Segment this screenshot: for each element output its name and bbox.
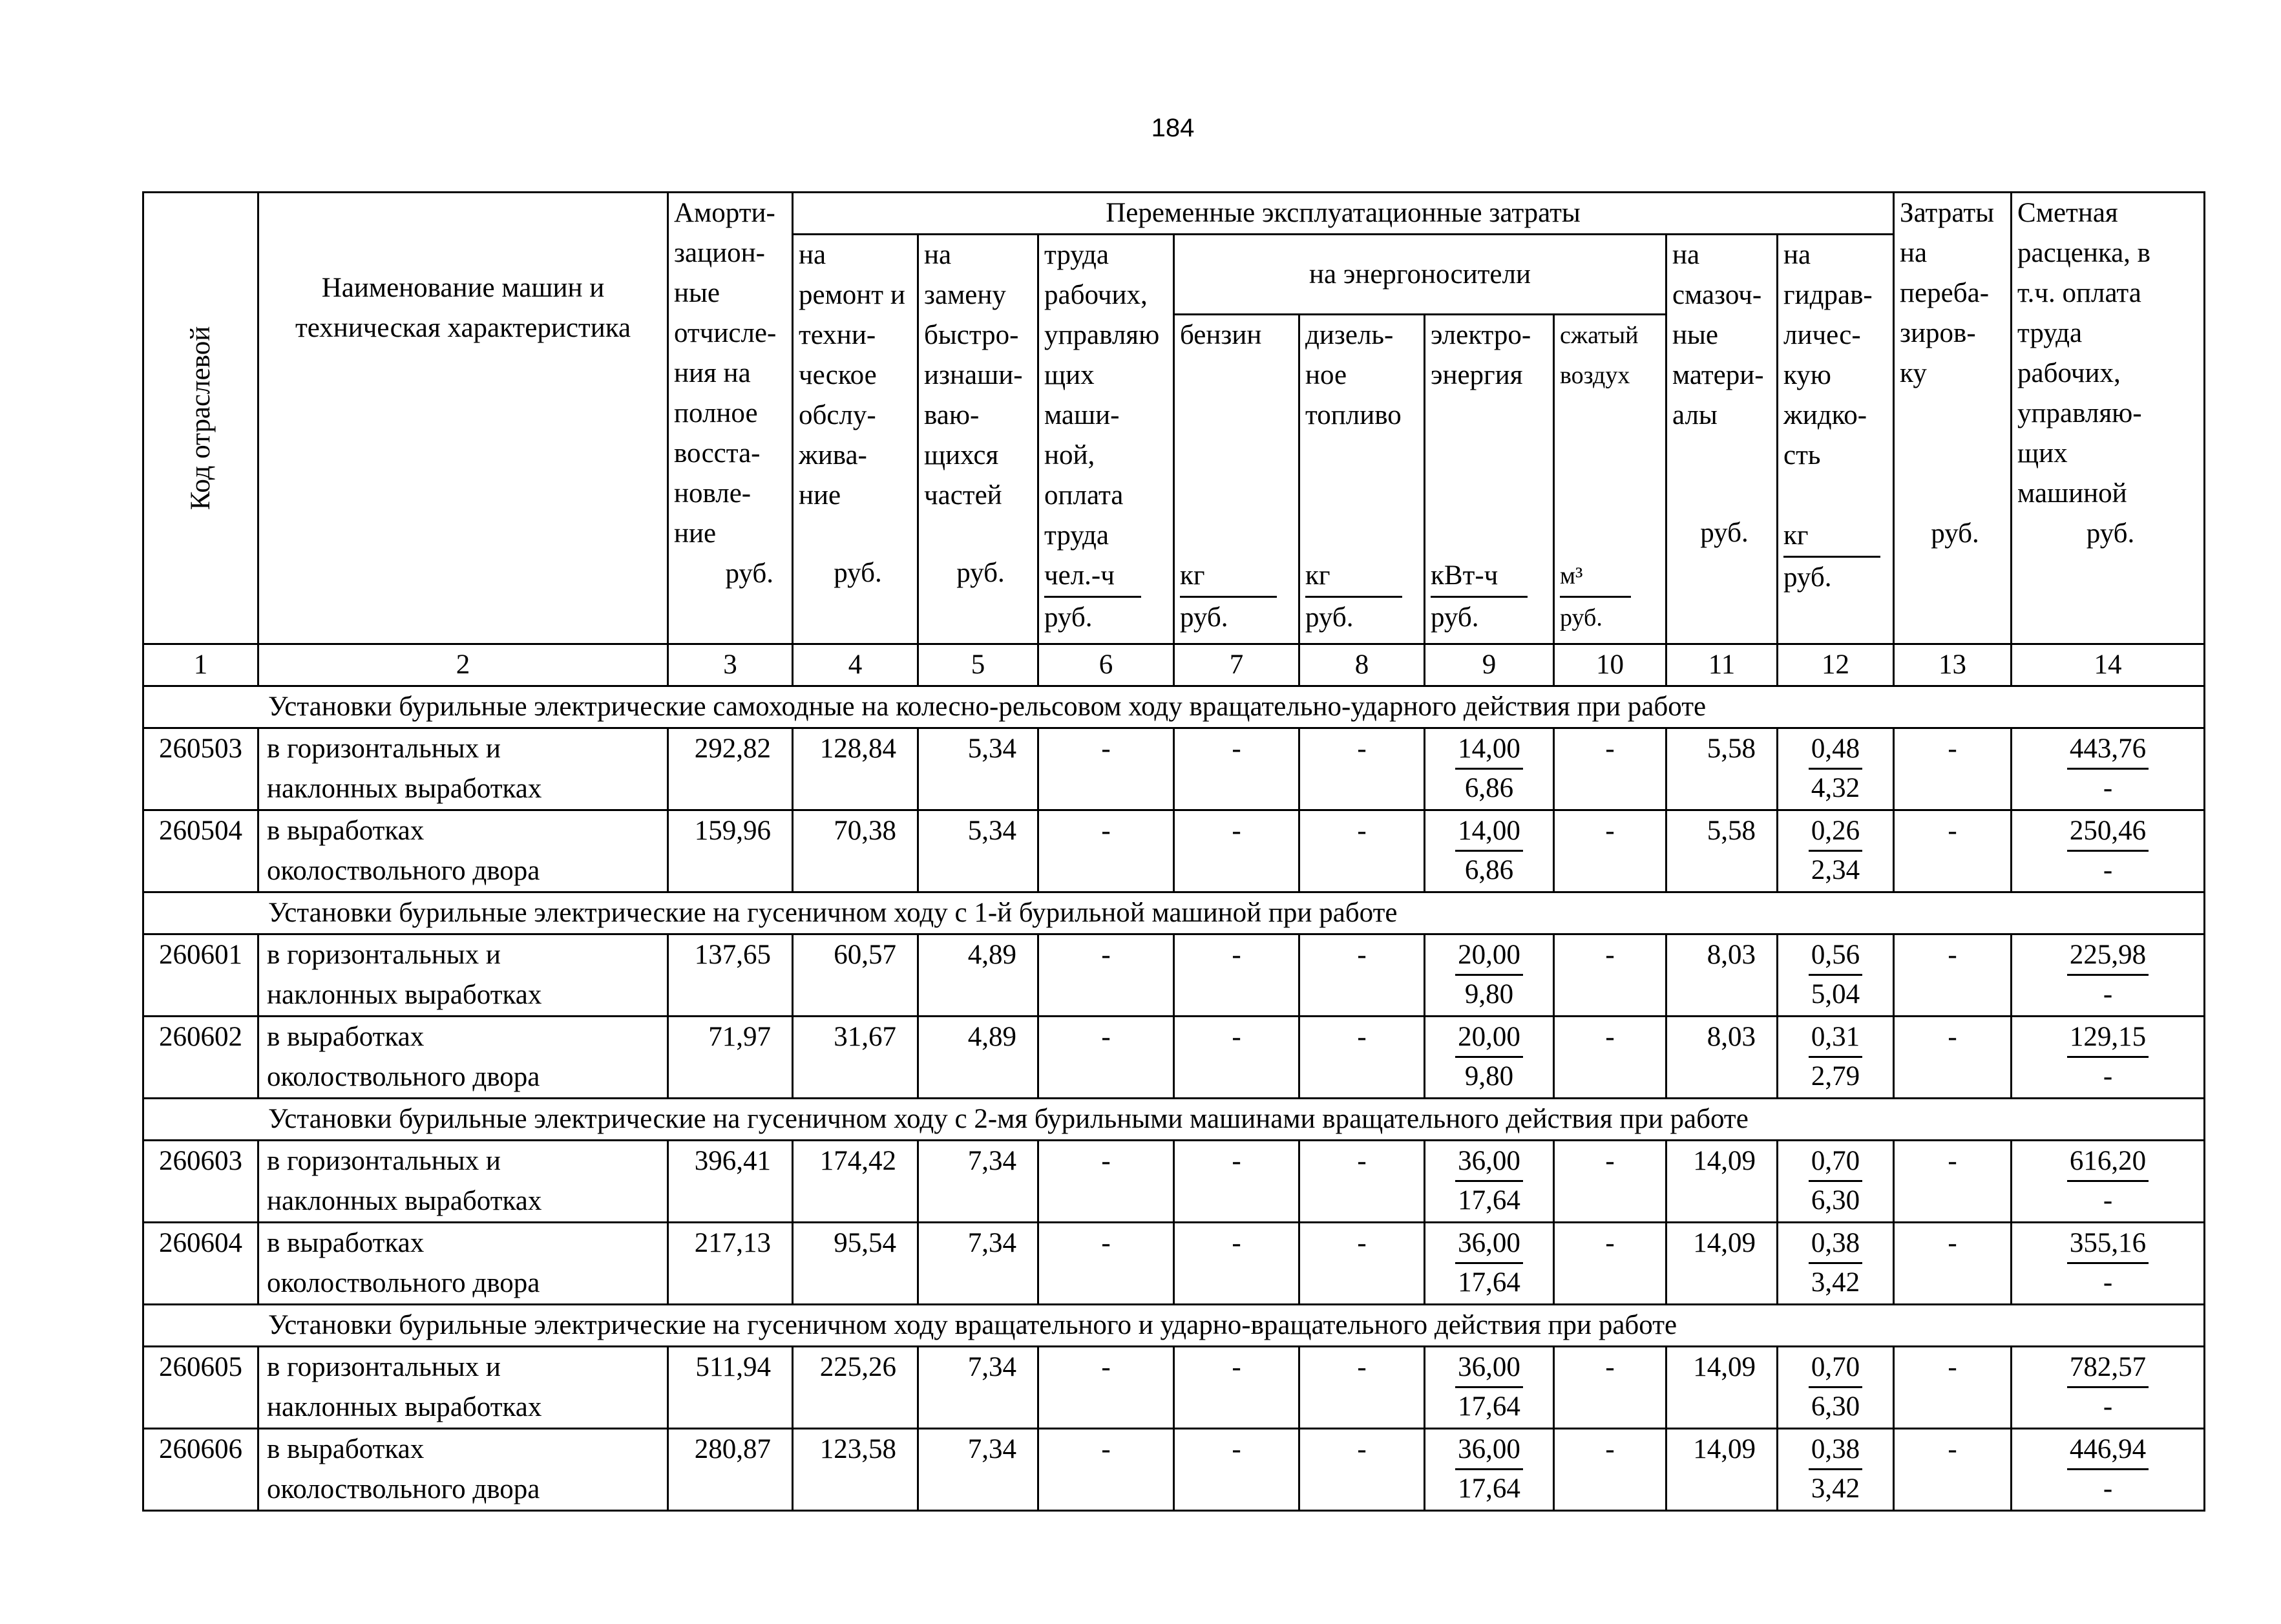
row-estimate-bottom: - [2103, 1185, 2113, 1216]
header-labor: труда рабочих, управляю щих маши- ной, оплата труда чел.-ч руб. [1038, 235, 1174, 644]
row-amortization: 217,13 [668, 1223, 793, 1305]
row-hydraulic [1778, 1429, 1894, 1511]
header-line: жива- [799, 440, 867, 470]
row-hydraulic-top: 0,38 [1809, 1431, 1862, 1470]
header-repair: на ремонт и техни- ческое обслу- жива- ние руб. [793, 235, 918, 644]
row-estimate [2012, 1223, 2205, 1305]
header-variable-costs: Переменные эксплуатационные затраты [793, 193, 1894, 235]
row-electric [1425, 1347, 1554, 1429]
row-amortization: 396,41 [668, 1141, 793, 1223]
header-line: воздух [1560, 362, 1630, 389]
row-hydraulic-bottom: 4,32 [1811, 773, 1860, 803]
header-line: Аморти- [674, 198, 775, 228]
header-estimate: Сметная расценка, в т.ч. оплата труда рабочих, управляю- щих машиной руб. [2012, 193, 2205, 644]
row-amortization: 159,96 [668, 810, 793, 892]
header-line: щих [2017, 438, 2068, 469]
row-name-line: в выработках [267, 1228, 425, 1258]
row-lube: 14,09 [1666, 1347, 1778, 1429]
row-code: 260601 [143, 934, 258, 1017]
header-line: расценка, в [2017, 238, 2150, 268]
header-line: щихся [924, 440, 999, 470]
row-name-line: в горизонтальных и [267, 1352, 501, 1382]
row-repair: 95,54 [793, 1223, 918, 1305]
row-air: - [1554, 728, 1666, 810]
header-line: ремонт и [799, 280, 905, 310]
header-line: труда [1044, 520, 1109, 551]
row-electric-bottom: 9,80 [1464, 979, 1514, 1009]
row-replace: 7,34 [918, 1429, 1038, 1511]
row-relocation: - [1894, 1429, 2012, 1511]
column-number: 11 [1666, 644, 1778, 686]
header-lube: на смазоч- ные матери- алы руб. [1666, 235, 1778, 644]
row-electric [1425, 810, 1554, 892]
row-electric-top: 36,00 [1455, 1431, 1523, 1470]
header-line: энергия [1431, 360, 1523, 390]
row-electric-top: 14,00 [1455, 812, 1523, 852]
row-hydraulic-bottom: 3,42 [1811, 1473, 1860, 1504]
header-line: на [1672, 240, 1700, 270]
header-line: на [924, 240, 952, 270]
row-hydraulic-top: 0,26 [1809, 812, 1862, 852]
row-electric-top: 36,00 [1455, 1349, 1523, 1388]
header-line: щих [1044, 360, 1095, 390]
row-air: - [1554, 1223, 1666, 1305]
header-line: зацион- [674, 238, 765, 268]
row-name-line: в выработках [267, 1434, 425, 1464]
header-line: личес- [1783, 320, 1861, 350]
row-hydraulic-bottom: 6,30 [1811, 1391, 1860, 1422]
row-air: - [1554, 1141, 1666, 1223]
row-electric-bottom: 6,86 [1464, 773, 1514, 803]
header-line: электро- [1431, 320, 1531, 350]
header-line: топливо [1305, 400, 1402, 430]
row-name-line: наклонных выработках [267, 774, 542, 804]
row-amortization: 71,97 [668, 1017, 793, 1099]
row-air: - [1554, 810, 1666, 892]
row-estimate-top: 616,20 [2067, 1143, 2149, 1182]
row-labor: - [1038, 810, 1174, 892]
row-electric [1425, 934, 1554, 1017]
header-line: ваю- [924, 400, 980, 430]
row-name-line: околоствольного двора [267, 1474, 540, 1504]
header-line: оплата [1044, 480, 1124, 511]
row-replace: 5,34 [918, 810, 1038, 892]
row-estimate [2012, 728, 2205, 810]
group-title: Установки бурильные электрические на гусеничном ходу с 2-мя бурильными машинами вращательного действия при работе [143, 1099, 2205, 1141]
row-repair: 70,38 [793, 810, 918, 892]
row-electric-bottom: 9,80 [1464, 1061, 1514, 1091]
row-code: 260602 [143, 1017, 258, 1099]
row-hydraulic [1778, 810, 1894, 892]
row-lube: 8,03 [1666, 1017, 1778, 1099]
header-line: сть [1783, 440, 1821, 470]
row-labor: - [1038, 728, 1174, 810]
row-name-line: в горизонтальных и [267, 940, 501, 970]
group-row [143, 686, 2205, 728]
header-line: рабочих, [1044, 280, 1148, 310]
row-estimate-bottom: - [2103, 855, 2113, 885]
header-name: Наименование машин и техническая характеристика [258, 193, 668, 644]
row-hydraulic-top: 0,70 [1809, 1143, 1862, 1182]
row-electric-top: 20,00 [1455, 1018, 1523, 1058]
row-diesel: - [1299, 1223, 1425, 1305]
row-hydraulic-bottom: 6,30 [1811, 1185, 1860, 1216]
row-replace: 5,34 [918, 728, 1038, 810]
row-petrol: - [1174, 1347, 1299, 1429]
header-line: переба- [1900, 278, 1990, 308]
header-line: матери- [1672, 360, 1764, 390]
table-row [143, 810, 2205, 892]
row-name-line: в горизонтальных и [267, 1146, 501, 1176]
row-electric-bottom: 17,64 [1458, 1473, 1520, 1504]
row-electric [1425, 1429, 1554, 1511]
row-repair: 225,26 [793, 1347, 918, 1429]
row-electric [1425, 1223, 1554, 1305]
row-code: 260504 [143, 810, 258, 892]
row-estimate [2012, 934, 2205, 1017]
header-line: маши- [1044, 400, 1120, 430]
row-relocation: - [1894, 810, 2012, 892]
row-code: 260605 [143, 1347, 258, 1429]
row-repair: 174,42 [793, 1141, 918, 1223]
row-estimate-top: 443,76 [2067, 730, 2149, 770]
row-electric-top: 20,00 [1455, 936, 1523, 976]
row-hydraulic [1778, 934, 1894, 1017]
row-replace: 7,34 [918, 1223, 1038, 1305]
column-number: 5 [918, 644, 1038, 686]
row-petrol: - [1174, 1223, 1299, 1305]
header-line: зиров- [1900, 318, 1976, 348]
row-electric-top: 36,00 [1455, 1225, 1523, 1264]
table-row [143, 1141, 2205, 1223]
row-diesel: - [1299, 810, 1425, 892]
header-line: Сметная [2017, 198, 2118, 228]
table-row [143, 728, 2205, 810]
header-line: обслу- [799, 400, 876, 430]
header-line: сжатый [1560, 322, 1639, 349]
row-estimate [2012, 810, 2205, 892]
header-line: труда [2017, 318, 2083, 348]
row-hydraulic-bottom: 5,04 [1811, 979, 1860, 1009]
row-relocation: - [1894, 1223, 2012, 1305]
header-line: частей [924, 480, 1002, 511]
row-electric-top: 14,00 [1455, 730, 1523, 770]
header-line: алы [1672, 400, 1718, 430]
row-petrol: - [1174, 810, 1299, 892]
header-amortization: Аморти- зацион- ные отчисле- ния на полное восста- новле- ние руб. [668, 193, 793, 644]
header-line: т.ч. оплата [2017, 278, 2141, 308]
row-repair: 123,58 [793, 1429, 918, 1511]
column-number: 8 [1299, 644, 1425, 686]
row-repair: 128,84 [793, 728, 918, 810]
row-estimate-bottom: - [2103, 1267, 2113, 1298]
row-name [258, 1429, 668, 1511]
row-amortization: 137,65 [668, 934, 793, 1017]
row-replace: 4,89 [918, 1017, 1038, 1099]
row-estimate-top: 446,94 [2067, 1431, 2149, 1470]
row-hydraulic [1778, 1141, 1894, 1223]
row-electric [1425, 1141, 1554, 1223]
row-name-line: в выработках [267, 816, 425, 846]
row-name-line: в выработках [267, 1022, 425, 1052]
row-name-line: наклонных выработках [267, 1392, 542, 1422]
table-row [143, 934, 2205, 1017]
row-estimate-bottom: - [2103, 1473, 2113, 1504]
table-body [143, 686, 2205, 1511]
row-amortization: 511,94 [668, 1347, 793, 1429]
group-row [143, 1305, 2205, 1347]
row-petrol: - [1174, 728, 1299, 810]
column-number: 6 [1038, 644, 1174, 686]
row-hydraulic [1778, 728, 1894, 810]
column-number: 2 [258, 644, 668, 686]
row-petrol: - [1174, 1017, 1299, 1099]
header-line: ние [674, 518, 717, 549]
row-code: 260503 [143, 728, 258, 810]
header-electric: электро- энергия кВт-ч руб. [1425, 315, 1554, 644]
header-energy: на энергоносители [1174, 235, 1666, 315]
header-line: на [1783, 240, 1811, 270]
header-line: изнаши- [924, 360, 1023, 390]
row-diesel: - [1299, 1141, 1425, 1223]
header-code: Код отраслевой [143, 193, 258, 644]
group-title: Установки бурильные электрические на гусеничном ходу вращательного и ударно-вращательного действия при работе [143, 1305, 2205, 1347]
header-line: дизель- [1305, 320, 1394, 350]
header-replace: на замену быстро- изнаши- ваю- щихся частей руб. [918, 235, 1038, 644]
machine-cost-table [142, 191, 2205, 1512]
row-name [258, 934, 668, 1017]
row-amortization: 292,82 [668, 728, 793, 810]
header-line: ные [1672, 320, 1718, 350]
group-row [143, 892, 2205, 934]
row-hydraulic [1778, 1347, 1894, 1429]
row-hydraulic [1778, 1017, 1894, 1099]
header-line: техни- [799, 320, 876, 350]
row-relocation: - [1894, 1141, 2012, 1223]
row-estimate-top: 225,98 [2067, 936, 2149, 976]
row-hydraulic [1778, 1223, 1894, 1305]
row-electric-top: 36,00 [1455, 1143, 1523, 1182]
row-name-line: в горизонтальных и [267, 733, 501, 764]
row-electric-bottom: 17,64 [1458, 1391, 1520, 1422]
row-hydraulic-top: 0,31 [1809, 1018, 1862, 1058]
header-line: рабочих, [2017, 358, 2121, 388]
row-name [258, 1223, 668, 1305]
row-estimate-top: 250,46 [2067, 812, 2149, 852]
header-line: управляю [1044, 320, 1160, 350]
header-petrol: бензин кг руб. [1174, 315, 1299, 644]
header-line: ные [674, 278, 720, 308]
row-estimate [2012, 1347, 2205, 1429]
row-name [258, 1017, 668, 1099]
row-diesel: - [1299, 1347, 1425, 1429]
row-name [258, 810, 668, 892]
row-lube: 5,58 [1666, 728, 1778, 810]
header-hydraulic: на гидрав- личес- кую жидко- сть кг руб. [1778, 235, 1894, 644]
row-diesel: - [1299, 934, 1425, 1017]
column-number: 1 [143, 644, 258, 686]
header-line: на [799, 240, 826, 270]
row-lube: 14,09 [1666, 1223, 1778, 1305]
row-relocation: - [1894, 934, 2012, 1017]
row-air: - [1554, 1347, 1666, 1429]
table-row [143, 1347, 2205, 1429]
header-line: кую [1783, 360, 1831, 390]
row-name-line: околоствольного двора [267, 1062, 540, 1092]
table-row [143, 1429, 2205, 1511]
row-lube: 5,58 [1666, 810, 1778, 892]
row-estimate-top: 355,16 [2067, 1225, 2149, 1264]
page-number: 184 [1151, 114, 1195, 142]
table-row [143, 1017, 2205, 1099]
row-name [258, 1141, 668, 1223]
row-petrol: - [1174, 1141, 1299, 1223]
row-estimate-bottom: - [2103, 773, 2113, 803]
header-line: замену [924, 280, 1006, 310]
row-estimate-top: 782,57 [2067, 1349, 2149, 1388]
row-labor: - [1038, 1223, 1174, 1305]
row-hydraulic-top: 0,38 [1809, 1225, 1862, 1264]
header-line: жидко- [1783, 400, 1867, 430]
row-air: - [1554, 1017, 1666, 1099]
group-title: Установки бурильные электрические самоходные на колесно-рельсовом ходу вращательно-ударного действия при работе [143, 686, 2205, 728]
column-number: 14 [2012, 644, 2205, 686]
row-labor: - [1038, 1347, 1174, 1429]
row-lube: 14,09 [1666, 1429, 1778, 1511]
column-number: 9 [1425, 644, 1554, 686]
row-petrol: - [1174, 934, 1299, 1017]
row-replace: 4,89 [918, 934, 1038, 1017]
row-name-line: околоствольного двора [267, 856, 540, 886]
column-numbers-row [143, 644, 2205, 686]
row-electric-bottom: 6,86 [1464, 855, 1514, 885]
row-code: 260604 [143, 1223, 258, 1305]
row-estimate-top: 129,15 [2067, 1018, 2149, 1058]
row-name-line: наклонных выработках [267, 1186, 542, 1216]
header-diesel: дизель- ное топливо кг руб. [1299, 315, 1425, 644]
header-line: труда [1044, 240, 1109, 270]
row-replace: 7,34 [918, 1141, 1038, 1223]
row-repair: 60,57 [793, 934, 918, 1017]
row-name [258, 728, 668, 810]
group-row [143, 1099, 2205, 1141]
row-air: - [1554, 1429, 1666, 1511]
row-hydraulic-bottom: 2,34 [1811, 855, 1860, 885]
row-relocation: - [1894, 1017, 2012, 1099]
header-line: ной, [1044, 440, 1095, 470]
row-hydraulic-bottom: 2,79 [1811, 1061, 1860, 1091]
row-estimate-bottom: - [2103, 1061, 2113, 1091]
row-labor: - [1038, 1141, 1174, 1223]
header-line: восста- [674, 438, 761, 469]
group-title: Установки бурильные электрические на гусеничном ходу с 1-й бурильной машиной при работе [143, 892, 2205, 934]
row-code: 260606 [143, 1429, 258, 1511]
row-diesel: - [1299, 1017, 1425, 1099]
column-number: 13 [1894, 644, 2012, 686]
header-line: ние [799, 480, 841, 511]
row-code: 260603 [143, 1141, 258, 1223]
column-number: 12 [1778, 644, 1894, 686]
row-electric [1425, 728, 1554, 810]
row-labor: - [1038, 1017, 1174, 1099]
row-diesel: - [1299, 1429, 1425, 1511]
row-estimate [2012, 1141, 2205, 1223]
row-repair: 31,67 [793, 1017, 918, 1099]
row-hydraulic-top: 0,56 [1809, 936, 1862, 976]
table-header [143, 193, 2205, 686]
header-line: Затраты [1900, 198, 1995, 228]
header-line: ное [1305, 360, 1347, 390]
row-lube: 8,03 [1666, 934, 1778, 1017]
header-line: ческое [799, 360, 877, 390]
row-estimate [2012, 1017, 2205, 1099]
row-hydraulic-top: 0,48 [1809, 730, 1862, 770]
header-line: гидрав- [1783, 280, 1873, 310]
column-number: 10 [1554, 644, 1666, 686]
column-number: 4 [793, 644, 918, 686]
row-lube: 14,09 [1666, 1141, 1778, 1223]
row-estimate-bottom: - [2103, 1391, 2113, 1422]
row-relocation: - [1894, 728, 2012, 810]
header-line: отчисле- [674, 318, 777, 348]
header-air: сжатый воздух м³ руб. [1554, 315, 1666, 644]
header-line: ку [1900, 358, 1927, 388]
row-labor: - [1038, 934, 1174, 1017]
header-line: новле- [674, 478, 752, 509]
row-name [258, 1347, 668, 1429]
row-relocation: - [1894, 1347, 2012, 1429]
column-number: 3 [668, 644, 793, 686]
row-electric-bottom: 17,64 [1458, 1267, 1520, 1298]
row-diesel: - [1299, 728, 1425, 810]
row-estimate [2012, 1429, 2205, 1511]
header-line: быстро- [924, 320, 1019, 350]
row-estimate-bottom: - [2103, 979, 2113, 1009]
header-line: машиной [2017, 478, 2127, 509]
header-line: на [1900, 238, 1928, 268]
row-replace: 7,34 [918, 1347, 1038, 1429]
table-row [143, 1223, 2205, 1305]
row-electric-bottom: 17,64 [1458, 1185, 1520, 1216]
header-line: полное [674, 398, 758, 428]
header-line: смазоч- [1672, 280, 1762, 310]
row-name-line: околоствольного двора [267, 1268, 540, 1298]
row-amortization: 280,87 [668, 1429, 793, 1511]
row-electric [1425, 1017, 1554, 1099]
row-petrol: - [1174, 1429, 1299, 1511]
row-name-line: наклонных выработках [267, 980, 542, 1010]
row-hydraulic-bottom: 3,42 [1811, 1267, 1860, 1298]
row-hydraulic-top: 0,70 [1809, 1349, 1862, 1388]
header-line: управляю- [2017, 398, 2142, 428]
row-air: - [1554, 934, 1666, 1017]
row-labor: - [1038, 1429, 1174, 1511]
column-number: 7 [1174, 644, 1299, 686]
header-relocation: Затраты на переба- зиров- ку руб. [1894, 193, 2012, 644]
header-line: ния на [674, 358, 751, 388]
